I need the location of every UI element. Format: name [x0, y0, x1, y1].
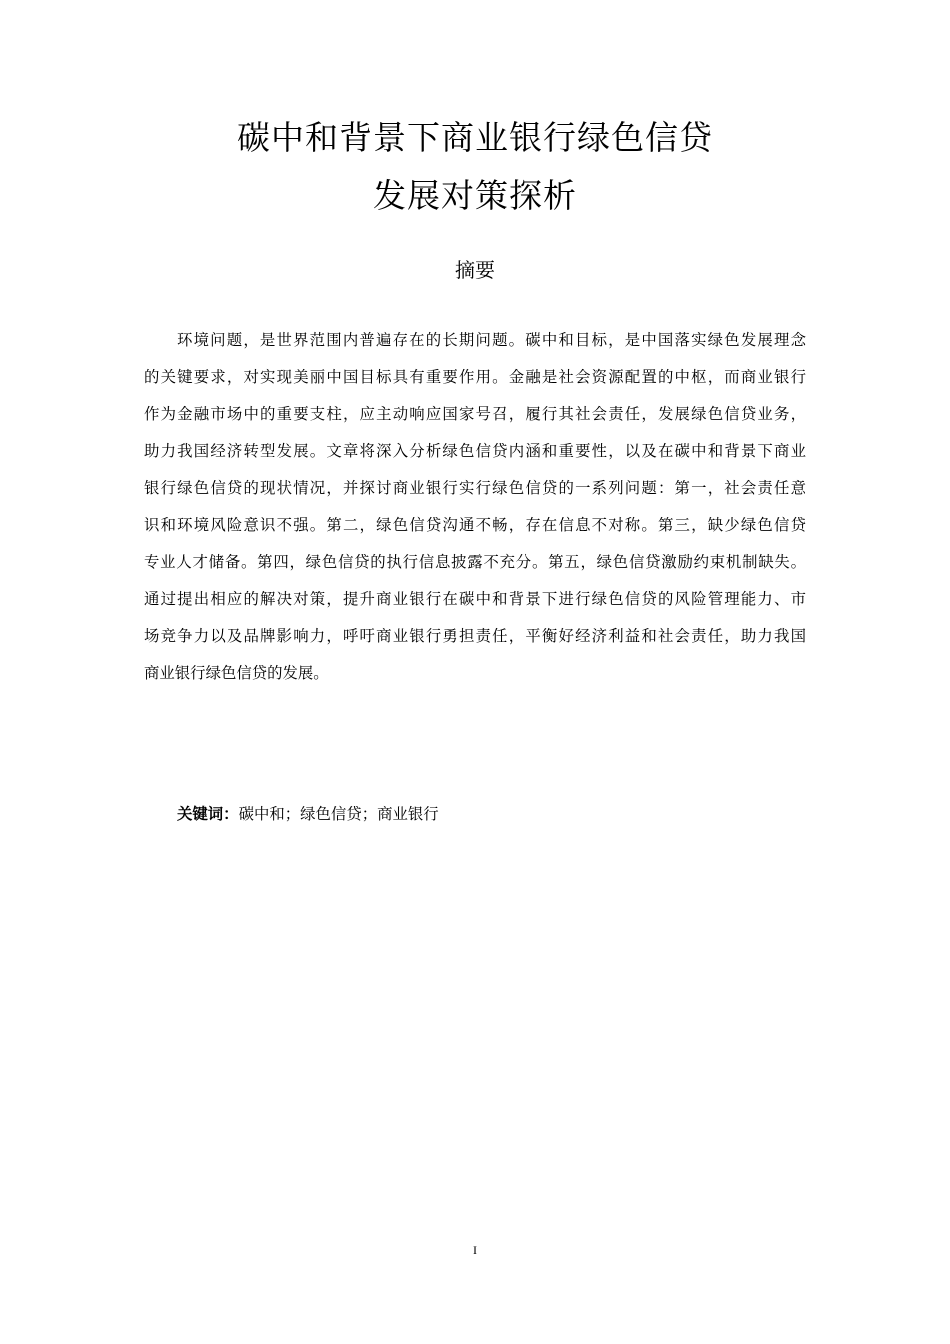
abstract-body — [144, 322, 806, 692]
abstract-line: 专业人才储备。第四，绿色信贷的执行信息披露不充分。第五，绿色信贷激励约束机制缺失。 — [144, 553, 806, 571]
document-title-line-2: 发展对策探析 — [373, 176, 577, 215]
abstract-line: 作为金融市场中的重要支柱，应主动响应国家号召，履行其社会责任，发展绿色信贷业务， — [144, 405, 806, 423]
abstract-line: 通过提出相应的解决对策，提升商业银行在碳中和背景下进行绿色信贷的风险管理能力、市 — [144, 590, 806, 608]
abstract-heading: 摘要 — [455, 258, 495, 282]
keywords-text: 碳中和；绿色信贷；商业银行 — [238, 805, 439, 823]
keywords-label: 关键词： — [177, 805, 239, 823]
abstract-line: 银行绿色信贷的现状情况，并探讨商业银行实行绿色信贷的一系列问题：第一，社会责任意 — [144, 479, 806, 497]
document-title-line-1: 碳中和背景下商业银行绿色信贷 — [237, 118, 713, 157]
abstract-line: 环境问题，是世界范围内普遍存在的长期问题。碳中和目标，是中国落实绿色发展理念 — [177, 331, 806, 349]
abstract-line: 商业银行绿色信贷的发展。 — [144, 664, 329, 682]
abstract-line: 的关键要求，对实现美丽中国目标具有重要作用。金融是社会资源配置的中枢，而商业银行 — [144, 368, 806, 386]
abstract-line: 识和环境风险意识不强。第二，绿色信贷沟通不畅，存在信息不对称。第三，缺少绿色信贷 — [144, 516, 806, 534]
abstract-line: 场竞争力以及品牌影响力，呼吁商业银行勇担责任，平衡好经济利益和社会责任，助力我国 — [144, 627, 806, 645]
abstract-line: 助力我国经济转型发展。文章将深入分析绿色信贷内涵和重要性，以及在碳中和背景下商业 — [144, 442, 806, 460]
page-number: I — [473, 1243, 477, 1257]
keywords — [177, 800, 439, 828]
